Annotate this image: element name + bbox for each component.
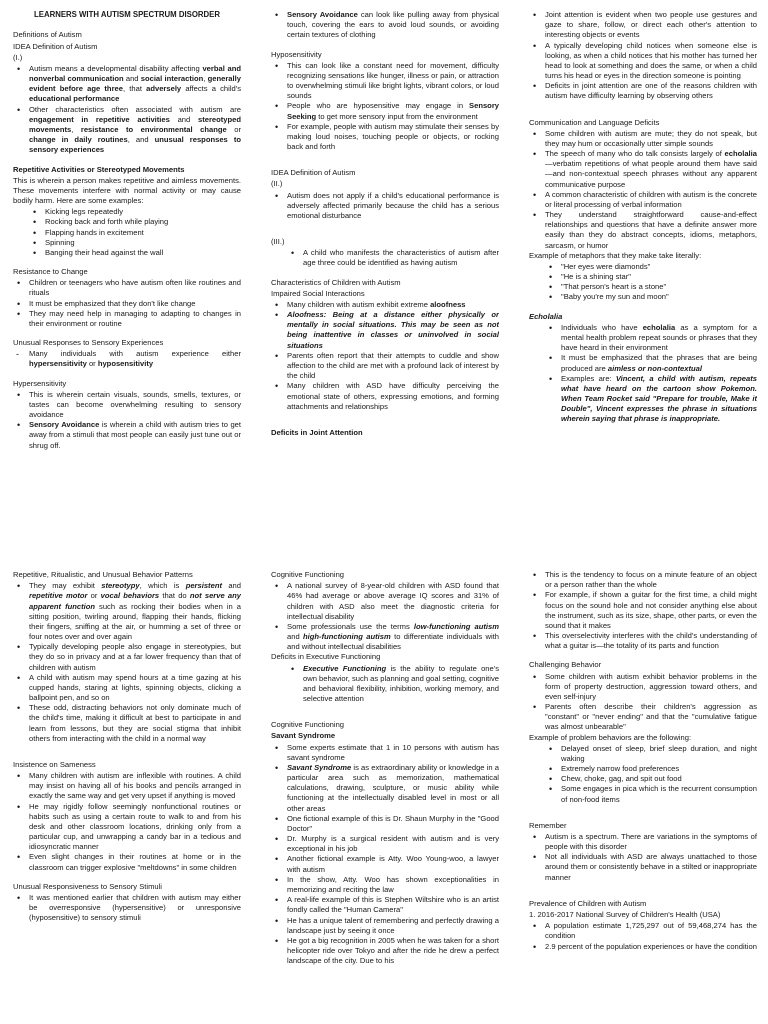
bullet-item: • "Her eyes were diamonds" bbox=[529, 262, 757, 272]
bullet-item: • Parents often report that their attempts to cuddle and show affection to the child are met with a profound lack of interest by the child bbox=[271, 351, 499, 382]
paragraph: IDEA Definition of Autism bbox=[271, 168, 356, 178]
bullet-item: • Another fictional example is Atty. Woo Young-woo, a lawyer with autism bbox=[271, 854, 499, 874]
paragraph: This is wherein a person makes repetitive and aimless movements. These movements interfere with normal activity or may cause bodily harm. Here are some examples: bbox=[13, 175, 241, 206]
bullet-item: • For example, if shown a guitar for the first time, a child might focus on the sound hole and not consider anything else about the instrument, such as its size, shape, other parts, or even the sound that it makes bbox=[529, 590, 757, 631]
bullet-list bbox=[529, 262, 757, 303]
bullet-list bbox=[271, 581, 499, 652]
paragraph: 1. 2016-2017 National Survey of Children's Health (USA) bbox=[529, 909, 721, 919]
bullet-item: • Some professionals use the terms low-functioning autism and high-functioning autism to differentiate individuals with and without intellectual disabilities bbox=[271, 622, 499, 653]
bullet-item: • Some engages in pica which is the recurrent consumption of non-food items bbox=[529, 784, 757, 804]
bullet-item: • Parents often describe their children's aggression as "constant" or "never ending" and that the "cumulative fatigue was almost unbearable" bbox=[529, 702, 757, 733]
bullet-item: • Banging their head against the wall bbox=[13, 248, 241, 258]
bullet-item: • A child who manifests the characteristics of autism after age three could be identified as having autism bbox=[271, 248, 499, 268]
bullet-item: • Flapping hands in excitement bbox=[13, 228, 241, 238]
bullet-list bbox=[271, 248, 499, 268]
bullet-item: • Sensory Avoidance is wherein a child with autism tries to get away from a stimuli that most people can easily just tune out or shrug off. bbox=[13, 420, 241, 451]
bullet-item: • Some children with autism are mute; they do not speak, but they may hum or occasionally utter simple sounds bbox=[529, 129, 757, 149]
paragraph: Cognitive Functioning bbox=[271, 570, 345, 579]
paragraph: Communication and Language Deficits bbox=[529, 117, 660, 127]
bullet-list bbox=[529, 921, 757, 952]
top-column-1 bbox=[13, 10, 241, 540]
bullet-item: • Extremely narrow food preferences bbox=[529, 764, 757, 774]
bullet-item: • A real-life example of this is Stephen Wiltshire who is an artist fondly called the "Human Camera" bbox=[271, 895, 499, 915]
bullet-item: • It was mentioned earlier that children with autism may either be overresponsive (hypersensitive) or unresponsive (hyposensitive) to sensory stimuli bbox=[13, 893, 241, 924]
bullet-item: • They may need help in managing to adapting to changes in their environment or routine bbox=[13, 309, 241, 329]
document-title: LEARNERS WITH AUTISM SPECTRUM DISORDER bbox=[34, 10, 220, 19]
bullet-item: • Dr. Murphy is a surgical resident with autism and is very exceptional in his job bbox=[271, 834, 499, 854]
bullet-item: - Many individuals with autism experience either hypersensitivity or hyposensitivity bbox=[13, 349, 241, 369]
bullet-item: • This can look like a constant need for movement, difficulty recognizing sensations like hunger, illness or pain, or attraction to overwhelming stimuli like bright lights, vibrant colors, or loud sounds bbox=[271, 61, 499, 102]
bullet-list bbox=[271, 191, 499, 222]
bullet-item: • It must be emphasized that the phrases that are being produced are aimless or non-contextual bbox=[529, 353, 757, 373]
paragraph: Cognitive Functioning bbox=[271, 720, 345, 730]
bullet-list bbox=[13, 207, 241, 258]
bullet-list bbox=[13, 581, 241, 744]
paragraph: Hyposensitivity bbox=[271, 49, 322, 59]
paragraph: Repetitive, Ritualistic, and Unusual Behavior Patterns bbox=[13, 570, 193, 579]
bullet-item: • One fictional example of this is Dr. Shaun Murphy in the "Good Doctor" bbox=[271, 814, 499, 834]
bullet-item: • Executive Functioning is the ability to regulate one's own behavior, such as planning and goal setting, cognitive and behavioral flexibility, inhibition, working memory, and selective attention bbox=[271, 664, 499, 705]
bullet-item: • Not all individuals with ASD are always unattached to those around them or consistently behave in a stilted or inappropriate manner bbox=[529, 852, 757, 883]
bullet-item: • They may exhibit stereotypy, which is persistent and repetitive motor or vocal behaviors that do not serve any apparent function such as rocking their bodies when in a sitting position, twirling around, flapping their hands, flicking their fingers, sniffing at the air, or humming a set of three or four notes over and over again bbox=[13, 581, 241, 642]
bullet-list bbox=[529, 129, 757, 251]
bullet-item: • A national survey of 8-year-old children with ASD found that 46% had average or above average IQ scores and 31% of children with ASD also meet the diagnostic criteria for intellectual disability bbox=[271, 581, 499, 622]
bullet-item: • Even slight changes in their routines at home or in the classroom can trigger explosive "meltdowns" in some children bbox=[13, 852, 241, 872]
paragraph: Insistence on Sameness bbox=[13, 759, 96, 769]
paragraph: Prevalence of Children with Autism bbox=[529, 898, 647, 908]
paragraph: Example of problem behaviors are the following: bbox=[529, 732, 692, 742]
bullet-item: • Examples are: Vincent, a child with autism, repeats what have heard on the cartoon show Pokemon. When Team Rocket said "Prepare for trouble, Make it Double", Vincent expresses the phrase in situations wherein saying that phrase is inappropriate. bbox=[529, 374, 757, 425]
bullet-item: • The speech of many who do talk consists largely of echolalia—verbatim repetitions of what people around them have said—and non-contextual speech phrases without any apparent communicative purpose bbox=[529, 149, 757, 190]
paragraph: Definitions of Autism bbox=[13, 30, 82, 40]
bullet-list bbox=[529, 323, 757, 425]
bullet-item: • Autism is a spectrum. There are variations in the symptoms of people with this disorder bbox=[529, 832, 757, 852]
paragraph: (II.) bbox=[271, 179, 283, 189]
bullet-item: • Many children with autism exhibit extreme aloofness bbox=[271, 300, 499, 310]
bullet-item: • Children or teenagers who have autism often like routines and rituals bbox=[13, 278, 241, 298]
bullet-list bbox=[271, 664, 499, 705]
bullet-item: • This is the tendency to focus on a minute feature of an object or a person rather than the whole bbox=[529, 570, 757, 590]
bullet-item: • Joint attention is evident when two people use gestures and gaze to share, follow, or direct each other's attention to interesting objects or events bbox=[529, 10, 757, 41]
paragraph: Remember bbox=[529, 820, 567, 830]
paragraph: Characteristics of Children with Autism bbox=[271, 277, 401, 287]
bullet-list bbox=[529, 744, 757, 805]
bullet-item: • Some children with autism exhibit behavior problems in the form of property destruction, aggression toward others, and even self-injury bbox=[529, 672, 757, 703]
bullet-item: • Other characteristics often associated with autism are engagement in repetitive activities and stereotyped movements, resistance to environmental change or change in daily routines, and unusual responses to sensory experiences bbox=[13, 105, 241, 156]
bullet-item: • Delayed onset of sleep, brief sleep duration, and night waking bbox=[529, 744, 757, 764]
bullet-item: • Sensory Avoidance can look like pulling away from physical touch, covering the ears to avoid loud sounds, or avoiding certain textures of clothing bbox=[271, 10, 499, 41]
bullet-list bbox=[271, 10, 499, 41]
bullet-list bbox=[13, 278, 241, 329]
bullet-list bbox=[271, 743, 499, 967]
bullet-list bbox=[13, 390, 241, 451]
bullet-item: • Autism does not apply if a child's educational performance is adversely affected primarily because the child has a serious emotional disturbance bbox=[271, 191, 499, 222]
bullet-item: • He has a unique talent of remembering and perfectly drawing a landscape just by seeing it once bbox=[271, 916, 499, 936]
bullet-item: • "He is a shining star" bbox=[529, 272, 757, 282]
bullet-list bbox=[13, 64, 241, 156]
top-column-3 bbox=[529, 10, 757, 540]
bullet-item: • Some experts estimate that 1 in 10 persons with autism has savant syndrome bbox=[271, 743, 499, 763]
paragraph: Resistance to Change bbox=[13, 267, 88, 277]
bullet-list bbox=[13, 349, 241, 369]
bullet-list bbox=[529, 570, 757, 651]
bullet-item: • In the show, Atty. Woo has shown exceptionalities in memorizing and reciting the law bbox=[271, 875, 499, 895]
bullet-list bbox=[271, 300, 499, 412]
paragraph: Impaired Social Interactions bbox=[271, 288, 365, 298]
bullet-item: • People who are hyposensitive may engage in Sensory Seeking to get more sensory input from the environment bbox=[271, 101, 499, 121]
bullet-item: • Aloofness: Being at a distance either physically or mentally in social situations. This may be seen as not being inattentive in classes or uninvolved in social situations bbox=[271, 310, 499, 351]
bullet-item: • Autism means a developmental disability affecting verbal and nonverbal communication and social interaction, generally evident before age three, that adversely affects a child's educational performance bbox=[13, 64, 241, 105]
paragraph: Challenging Behavior bbox=[529, 660, 602, 670]
page-bottom-half bbox=[0, 560, 768, 1024]
bullet-list bbox=[13, 771, 241, 873]
bullet-item: • It must be emphasized that they don't like change bbox=[13, 299, 241, 309]
bottom-column-3 bbox=[529, 570, 757, 1024]
paragraph: Hypersensitivity bbox=[13, 378, 67, 388]
bullet-item: • A child with autism may spend hours at a time gazing at his cupped hands, staring at lights, spinning objects, clicking a ballpoint pen, and so on bbox=[13, 673, 241, 704]
bullet-item: • Kicking legs repeatedly bbox=[13, 207, 241, 217]
paragraph: (I.) bbox=[13, 52, 23, 62]
bullet-item: • Deficits in joint attention are one of the reasons children with autism have difficulty learning by observing others bbox=[529, 81, 757, 101]
bullet-item: • He may rigidly follow seemingly nonfunctional routines or habits such as using a certain route to walk to and from his desk and other classroom locations, drinking only from a particular cup, and unwrapping a candy bar in a tedious and idiosyncratic manner bbox=[13, 802, 241, 853]
paragraph: Unusual Responsiveness to Sensory Stimuli bbox=[13, 881, 162, 891]
bullet-item: • Individuals who have echolalia as a symptom for a mental health problem repeat sounds or phrases that they have heard in their environment bbox=[529, 323, 757, 354]
paragraph: Example of metaphors that they make take literally: bbox=[529, 250, 702, 260]
bullet-item: • Many children with autism are inflexible with routines. A child may insist on having all of his books and pencils arranged in exactly the same way and get very upset if anything is moved bbox=[13, 771, 241, 802]
bullet-item: • They understand straightforward cause-and-effect relationships and questions that have a definite answer more easily than they do abstract concepts, idioms, metaphors, sarcasm, or humor bbox=[529, 210, 757, 251]
bullet-item: • This is wherein certain visuals, sounds, smells, textures, or tastes can become overwhelming resulting to sensory avoidance bbox=[13, 390, 241, 421]
bullet-item: • "That person's heart is a stone" bbox=[529, 282, 757, 292]
bullet-list bbox=[529, 832, 757, 883]
bullet-item: • A population estimate 1,725,297 out of 59,468,274 has the condition bbox=[529, 921, 757, 941]
paragraph: IDEA Definition of Autism bbox=[13, 41, 98, 51]
bullet-item: • He got a big recognition in 2005 when he was taken for a short helicopter ride over Tokyo and after the ride he drew a perfect landscape of the city. Due to his bbox=[271, 936, 499, 967]
bullet-item: • A typically developing child notices when someone else is looking, as when a child notices that his mother has turned her head to look at something and does the same, or when a child turns his head or eyes in the direction someone is pointing bbox=[529, 41, 757, 82]
bullet-item: • For example, people with autism may stimulate their senses by making loud noises, touching people or objects, or rocking back and forth bbox=[271, 122, 499, 153]
section-heading: Deficits in Joint Attention bbox=[271, 427, 363, 437]
bullet-item: • Many children with ASD have difficulty perceiving the emotional state of others, expressing emotions, and forming attachments and relationships bbox=[271, 381, 499, 412]
paragraph: (III.) bbox=[271, 237, 285, 247]
bullet-item: • Typically developing people also engage in stereotypies, but they do so in privacy and at a far lower frequency than that of children with autism bbox=[13, 642, 241, 673]
bullet-item: • 2.9 percent of the population experiences or have the condition bbox=[529, 942, 757, 952]
paragraph: Deficits in Executive Functioning bbox=[271, 652, 381, 662]
section-heading: Echolalia bbox=[529, 311, 563, 321]
bullet-item: • These odd, distracting behaviors not only dominate much of the child's time, making it difficult at best to participate in and learn from lessons, but they are social stigma that inhibit others from interacting with the child in a normal way bbox=[13, 703, 241, 744]
bullet-item: • Chew, choke, gag, and spit out food bbox=[529, 774, 757, 784]
section-heading: Repetitive Activities or Stereotyped Movements bbox=[13, 164, 185, 174]
bullet-list bbox=[13, 893, 241, 924]
bullet-item: • Rocking back and forth while playing bbox=[13, 217, 241, 227]
bullet-item: • Savant Syndrome is as extraordinary ability or knowledge in a particular area such as memorization, mathematical calculations, drawing, sculpture, or music ability while functioning at the intellectually disabled level in most or all other areas bbox=[271, 763, 499, 814]
bullet-item: • "Baby you're my sun and moon" bbox=[529, 292, 757, 302]
bottom-column-2 bbox=[271, 570, 499, 1024]
bullet-item: • A common characteristic of children with autism is the concrete or literal processing of verbal information bbox=[529, 190, 757, 210]
section-heading: Savant Syndrome bbox=[271, 731, 336, 741]
bullet-list bbox=[271, 61, 499, 153]
paragraph: Unusual Responses to Sensory Experiences bbox=[13, 338, 164, 348]
bullet-list bbox=[529, 672, 757, 733]
top-column-2 bbox=[271, 10, 499, 540]
bullet-item: • Spinning bbox=[13, 238, 241, 248]
bullet-item: • This overselectivity interferes with the child's understanding of what a guitar is—the totality of its parts and function bbox=[529, 631, 757, 651]
bullet-list bbox=[529, 10, 757, 102]
bottom-column-1 bbox=[13, 570, 241, 1024]
